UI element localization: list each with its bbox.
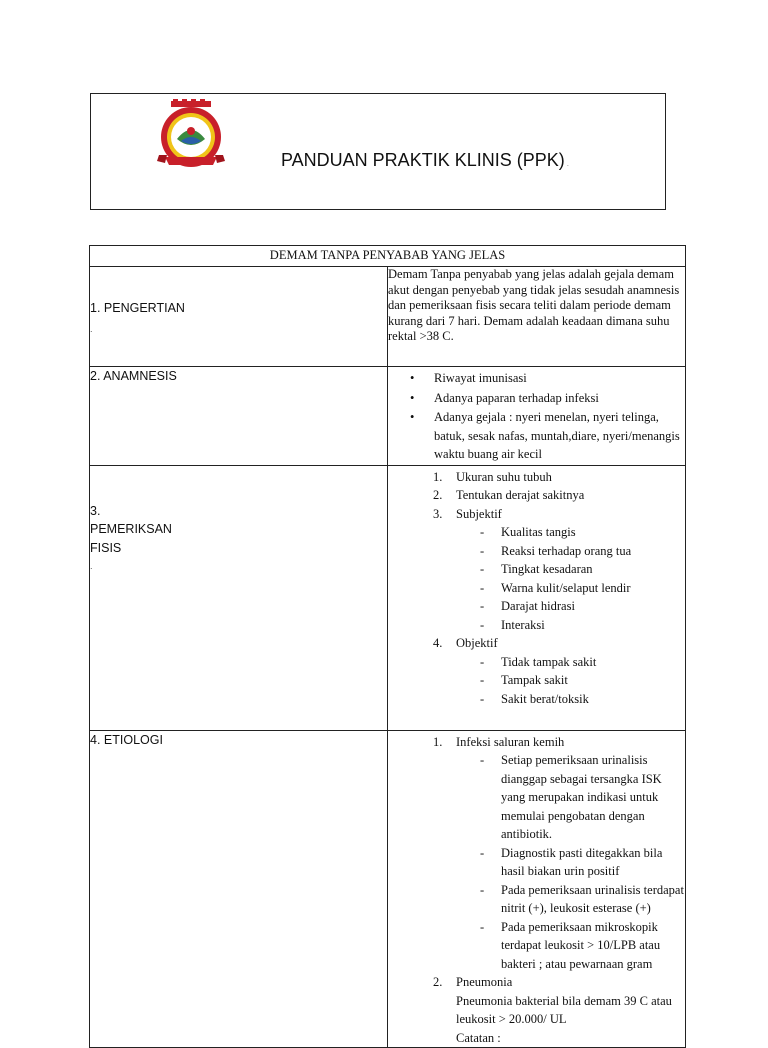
pemeriksaan-content	[388, 465, 686, 730]
list-item: - Sakit berat/toksik	[480, 691, 589, 706]
pemeriksaan-label-line: FISIS	[90, 540, 122, 555]
anamnesis-label: 2. ANAMNESIS	[90, 367, 388, 466]
list-item: - Pada pemeriksaan mikroskopik terdapat leukosit > 10/LPB atau bakteri ; atau pewarnaan gram	[480, 919, 661, 971]
table-row-etiologi	[90, 730, 686, 1048]
subjektif-list	[388, 523, 685, 634]
list-item: - Kualitas tangis	[480, 525, 576, 539]
list-item: 1. Ukuran suhu tubuh	[433, 469, 552, 484]
pemeriksaan-label	[90, 502, 387, 558]
pemeriksaan-label-line: 3.	[90, 503, 101, 518]
list-item: 1. Infeksi saluran kemih	[433, 734, 565, 749]
etiologi-content	[388, 730, 686, 1048]
list-item: - Tampak sakit	[480, 673, 568, 687]
list-item: 2. Tentukan derajat sakitnya	[433, 488, 585, 502]
etiologi-list-cont	[388, 973, 685, 992]
pemeriksaan-list	[388, 468, 685, 524]
anamnesis-list	[388, 369, 685, 464]
list-item: - Tidak tampak sakit	[480, 654, 597, 669]
page-title: PANDUAN PRAKTIK KLINIS (PPK) .	[281, 150, 569, 170]
anamnesis-content	[388, 367, 686, 466]
list-item: 2. Pneumonia	[433, 975, 513, 989]
list-item: - Diagnostik pasti ditegakkan bila hasil biakan urin positif	[480, 845, 663, 878]
list-item: • Riwayat imunisasi	[388, 369, 685, 388]
pneumonia-text: Pneumonia bakterial bila demam 39 C atau leukosit > 20.000/ UL	[456, 993, 672, 1026]
hospital-crest-logo-icon	[155, 99, 227, 177]
catatan-text: Catatan :	[456, 1030, 501, 1045]
list-item: - Darajat hidrasi	[480, 599, 575, 613]
list-item: - Interaksi	[480, 617, 545, 632]
bullet-mark: •	[410, 410, 415, 424]
table-heading: DEMAM TANPA PENYABAB YANG JELAS	[90, 246, 686, 267]
ppk-table	[89, 245, 686, 1048]
list-item: - Tingkat kesadaran	[480, 562, 593, 576]
pengertian-text: Demam Tanpa penyabab yang jelas adalah gejala demam akut dengan penyebab yang tidak jelas sesudah anamnesis dan pemeriksaan fisis secara teliti dalam periode demam kurang dari 7 hari. Demam adalah keadaan dimana suhu rektal >38 C.	[388, 267, 686, 367]
margin-mark: .	[90, 560, 93, 571]
pemeriksaan-label-cell	[90, 465, 388, 730]
list-item: 4. Objektif	[433, 636, 498, 650]
isk-list	[388, 751, 685, 973]
table-row-pengertian	[90, 267, 686, 367]
etiologi-list	[388, 733, 685, 752]
etiologi-label: 4. ETIOLOGI	[90, 730, 388, 1048]
list-item: • Adanya gejala : nyeri menelan, nyeri telinga, batuk, sesak nafas, muntah,diare, nyeri/menangis waktu buang air kecil	[410, 410, 680, 461]
list-item: - Warna kulit/selaput lendir	[480, 580, 631, 595]
list-item: 3. Subjektif	[433, 506, 502, 521]
title-suffix-mark: .	[566, 159, 569, 168]
pemeriksaan-list-cont	[388, 634, 685, 653]
list-item: • Adanya paparan terhadap infeksi	[388, 389, 685, 408]
pengertian-label: 1. PENGERTIAN	[90, 301, 185, 315]
table-row-anamnesis	[90, 367, 686, 466]
bullet-mark: •	[410, 390, 415, 405]
objektif-list	[388, 653, 685, 709]
pemeriksaan-label-line: PEMERIKSAN	[90, 522, 172, 536]
table-row-pemeriksaan	[90, 465, 686, 730]
margin-mark: .	[90, 324, 93, 334]
bullet-mark: •	[410, 371, 415, 385]
list-item: - Reaksi terhadap orang tua	[480, 543, 632, 558]
pengertian-label-cell	[90, 267, 388, 367]
list-item: - Setiap pemeriksaan urinalisis dianggap sebagai tersangka ISK yang merupakan indikasi untuk memulai pengobatan dengan antibiotik.	[480, 753, 662, 841]
list-item: - Pada pemeriksaan urinalisis terdapat nitrit (+), leukosit esterase (+)	[480, 882, 684, 915]
header-box	[90, 93, 666, 210]
